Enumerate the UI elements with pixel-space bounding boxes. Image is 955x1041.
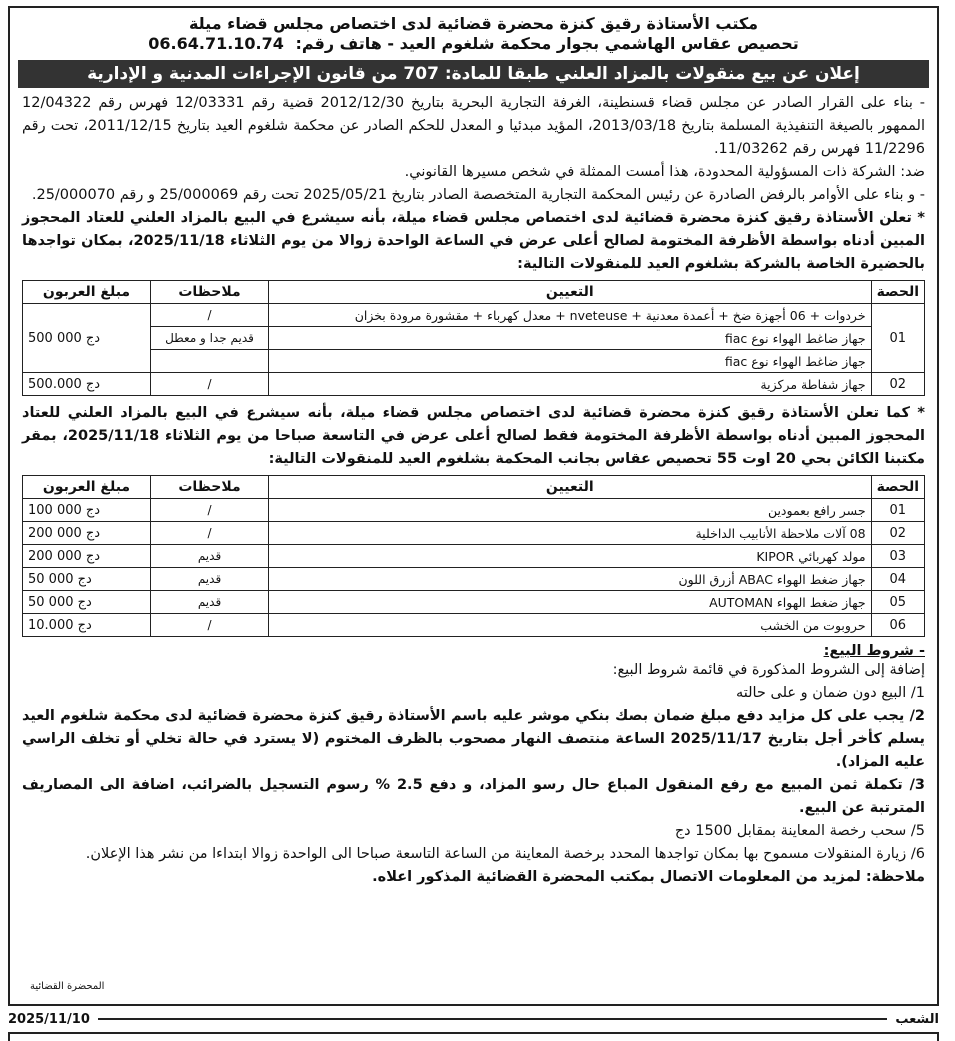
lot-deposit: 10.000 دج xyxy=(23,614,151,637)
table-row xyxy=(23,373,925,396)
lot-number: 06 xyxy=(871,614,924,637)
lot-remark: قديم xyxy=(151,545,269,568)
condition-item: 2/ يجب على كل مزايد دفع مبلغ ضمان بصك بنكي موشر عليه باسم الأستاذة رقيق كنزة محضرة قضائية لدى محكمة شلغوم العيد يسلم كأخر أجل بتاريخ 2025/11/17 الساعة منتصف النهار مصحوب بالظرف المختوم (لا يسترد في حالة تخلي أو تخلف الراسي عليه المزاد). xyxy=(22,708,925,770)
lot-deposit: 50 000 دج xyxy=(23,591,151,614)
lot-number: 01 xyxy=(871,499,924,522)
lot-designation: جهاز شفاطة مركزية xyxy=(269,373,872,396)
lot-remark: قديم جدا و معطل xyxy=(151,327,269,350)
table1-header-lot: الحصة xyxy=(871,281,924,304)
table1-header-designation: التعيين xyxy=(269,281,872,304)
table2-header-designation: التعيين xyxy=(269,476,872,499)
lot-number: 01 xyxy=(871,304,924,373)
lot-remark: قديم xyxy=(151,568,269,591)
lot-remark: / xyxy=(151,373,269,396)
condition-item: 1/ البيع دون ضمان و على حالته xyxy=(735,685,925,701)
lot-number: 05 xyxy=(871,591,924,614)
table2-header-lot: الحصة xyxy=(871,476,924,499)
footer-divider xyxy=(98,1018,887,1020)
lot-remark: قديم xyxy=(151,591,269,614)
bailiff-stamp: المحضرة القضائية xyxy=(30,981,105,992)
table-row xyxy=(23,350,925,373)
lot-deposit: 200 000 دج xyxy=(23,545,151,568)
lot-designation: جهاز ضغط الهواء ABAC أزرق اللون xyxy=(269,568,872,591)
table-row xyxy=(23,568,925,591)
table-row xyxy=(23,591,925,614)
conditions-title: - شروط البيع: xyxy=(823,643,925,659)
lot-designation: مولد كهربائي KIPOR xyxy=(269,545,872,568)
office-name: مكتب الأستاذة رقيق كنزة محضرة قضائية لدى اختصاص مجلس قضاء ميلة xyxy=(188,14,759,33)
paragraph-announcement-2: * كما تعلن الأستاذة رقيق كنزة محضرة قضائية لدى اختصاص مجلس قضاء ميلة، بأنه سيشرع في البيع بالمزاد العلني للعتاد المحجوز المبين أدناه بواسطة الأظرفة المختومة فقط لصالح أعلى عرض في التاسعة صباحا من يوم الثلاثاء 2025/11/18، بمقر مكتبنا الكائن بحي 20 اوت 55 تحصيص عقاس بجانب المحكمة بشلغوم العيد للمنقولات التالية: xyxy=(22,405,925,467)
notice-title: إعلان عن بيع منقولات بالمزاد العلني طبقا للمادة: 707 من قانون الإجراءات المدنية و الإدارية xyxy=(18,60,929,88)
table-row xyxy=(23,545,925,568)
lot-remark: / xyxy=(151,304,269,327)
lot-designation: حروبوت من الخشب xyxy=(269,614,872,637)
lot-designation: 08 آلات ملاحظة الأنابيب الداخلية xyxy=(269,522,872,545)
lot-number: 02 xyxy=(871,373,924,396)
table-row xyxy=(23,522,925,545)
lot-remark: / xyxy=(151,614,269,637)
office-phone: 06.64.71.10.74 xyxy=(148,34,284,53)
lot-remark: / xyxy=(151,522,269,545)
lot-designation: جهاز ضاغط الهواء نوع fiac xyxy=(269,327,872,350)
office-address xyxy=(22,34,925,54)
conditions-note: ملاحظة: لمزيد من المعلومات الاتصال بمكتب المحضرة القضائية المذكور اعلاه. xyxy=(372,869,925,885)
lots-table-2 xyxy=(22,475,925,637)
lot-deposit: 200 000 دج xyxy=(23,522,151,545)
lot-deposit: 50 000 دج xyxy=(23,568,151,591)
table-row xyxy=(23,304,925,327)
condition-item: 6/ زيارة المنقولات مسموح بها بمكان تواجدها المحدد برخصة المعاينة من الساعة التاسعة صباحا الى الواحدة زوالا ابتداءا من نشر هذا الإعلان. xyxy=(85,846,925,862)
condition-item: 3/ تكملة ثمن المبيع مع رفع المنقول المباع حال رسو المزاد، و دفع 2.5 % رسوم التسجيل بالضرائب، اضافة الى المصاريف المترتبة عن البيع. xyxy=(22,777,926,816)
lots-table-1 xyxy=(22,280,925,396)
lot-number: 03 xyxy=(871,545,924,568)
lot-deposit: 100 000 دج xyxy=(23,499,151,522)
notice-header xyxy=(22,14,925,54)
table-row xyxy=(23,614,925,637)
publication-date: 2025/11/10 xyxy=(8,1011,90,1027)
next-notice-border xyxy=(8,1032,939,1041)
table2-header-deposit: مبلغ العربون xyxy=(23,476,151,499)
table2-header-remarks: ملاحظات xyxy=(151,476,269,499)
table-row xyxy=(23,327,925,350)
publication-footer xyxy=(8,1006,939,1032)
condition-item: 5/ سحب رخصة المعاينة بمقابل 1500 دج xyxy=(674,823,925,839)
legal-notice xyxy=(8,6,939,1006)
lot-designation: خردوات + 06 أجهزة ضخ + أعمدة معدنية + nveteuse + معدل كهرباء + مقشورة مرودة بخزان xyxy=(269,304,872,327)
table1-header-remarks: ملاحظات xyxy=(151,281,269,304)
table1-header-deposit: مبلغ العربون xyxy=(23,281,151,304)
lot-designation: جسر رافع بعمودين xyxy=(269,499,872,522)
lot-deposit: 500 000 دج xyxy=(23,304,151,373)
lot-designation: جهاز ضاغط الهواء نوع fiac xyxy=(269,350,872,373)
lot-designation: جهاز ضغط الهواء AUTOMAN xyxy=(269,591,872,614)
paragraph-orders: - و بناء على الأوامر بالرفض الصادرة عن رئيس المحكمة التجارية المتخصصة الصادر بتاريخ 2025/05/21 تحت رقم 25/000069 و رقم 25/000070. xyxy=(31,187,925,203)
lot-remark: / xyxy=(151,499,269,522)
lot-deposit: 500.000 دج xyxy=(23,373,151,396)
lot-number: 04 xyxy=(871,568,924,591)
conditions-intro: إضافة إلى الشروط المذكورة في قائمة شروط البيع: xyxy=(612,662,925,678)
lot-number: 02 xyxy=(871,522,924,545)
office-address-text: تحصيص عقاس الهاشمي بجوار محكمة شلغوم العيد - هاتف رقم: xyxy=(295,34,799,53)
publication-name: الشعب xyxy=(895,1011,939,1027)
paragraph-judgment: - بناء على القرار الصادر عن مجلس قضاء قسنطينة، الغرفة التجارية البحرية بتاريخ 2012/12/30 قضية رقم 12/03331 فهرس رقم 12/04322 الممهور بالصيغة التنفيذية المسلمة بتاريخ 2013/03/18، المؤيد مبدئيا و المعدل للحكم الصادر عن محكمة شلغوم العيد بتاريخ 2011/12/15، تحت رقم 11/2296 فهرس رقم 11/03262. xyxy=(22,95,925,157)
lot-remark xyxy=(151,350,269,373)
sale-conditions xyxy=(22,643,925,889)
paragraph-announcement-1: * تعلن الأستاذة رقيق كنزة محضرة قضائية لدى اختصاص مجلس قضاء ميلة، بأنه سيشرع في البيع بالمزاد العلني للعتاد المحجوز المبين أدناه بواسطة الأظرفة المختومة لصالح أعلى عرض في الساعة الواحدة زوالا من يوم الثلاثاء 2025/11/18، بمكان تواجدها بالحضيرة الخاصة بالشركة بشلغوم العيد للمنقولات التالية: xyxy=(22,210,925,272)
table-row xyxy=(23,499,925,522)
paragraph-against: ضد: الشركة ذات المسؤولية المحدودة، هذا أمست الممثلة في شخص مسيرها القانوني. xyxy=(404,164,925,180)
